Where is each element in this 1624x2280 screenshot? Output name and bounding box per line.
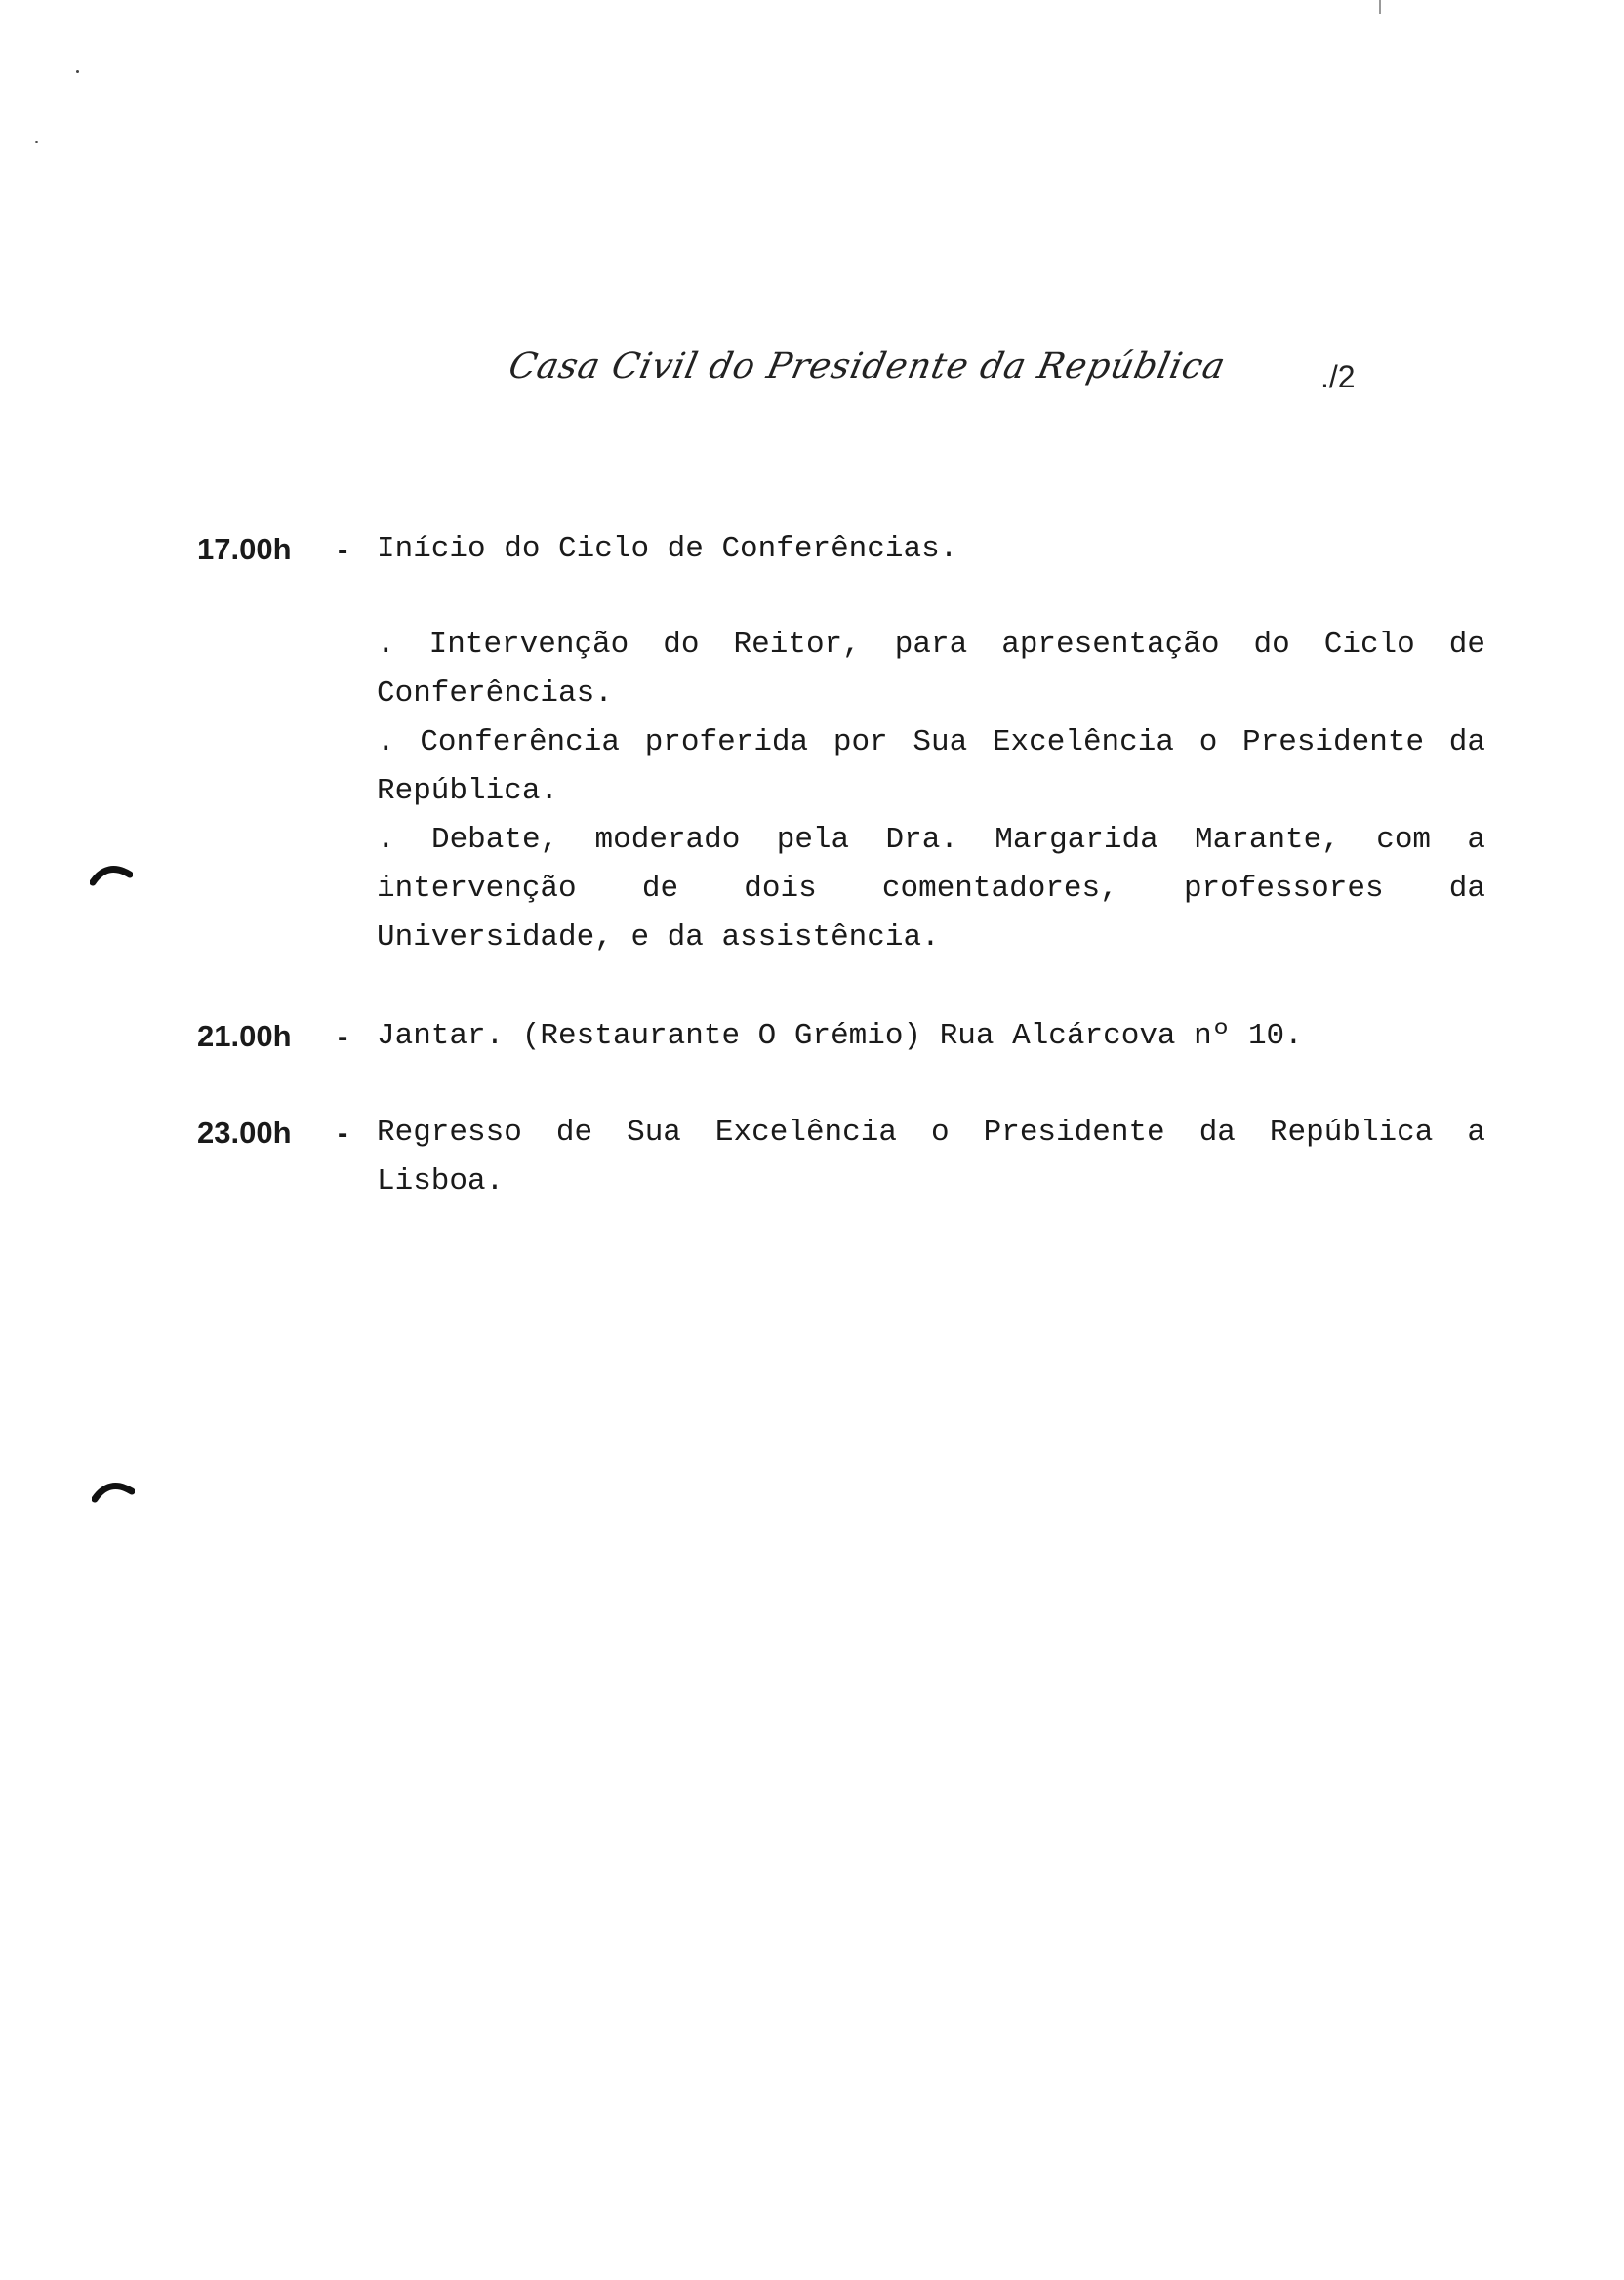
binder-hole-mark (90, 859, 133, 888)
letterhead-title: Casa Civil do Presidente da República (505, 346, 1230, 387)
page-number: ./2 (1320, 359, 1356, 394)
entry-sub-item: . Intervenção do Reitor, para apresentação do Ciclo de Conferências. (377, 628, 1485, 711)
entry-separator: - (338, 532, 348, 566)
scan-speck (76, 70, 79, 73)
entry-time: 23.00h (197, 1116, 292, 1150)
binder-hole-mark (92, 1476, 135, 1505)
entry-time: 17.00h (197, 532, 292, 566)
binder-hole-arc (93, 870, 130, 882)
entry-time: 21.00h (197, 1019, 292, 1053)
entry-separator: - (338, 1019, 348, 1053)
entry-text: Regresso de Sua Excelência o Presidente da República a Lisboa. (377, 1116, 1485, 1199)
entry-sub-item: . Debate, moderado pela Dra. Margarida Marante, com a intervenção de dois comentadores, professores da Universidade, e da assistência. (377, 823, 1485, 955)
binder-hole-arc (95, 1486, 132, 1499)
scan-speck (35, 141, 38, 143)
entry-separator: - (338, 1116, 348, 1150)
entry-text: Jantar. (Restaurante O Grémio) Rua Alcárcova nº 10. (377, 1019, 1303, 1053)
scan-tick-mark (1379, 0, 1381, 14)
entry-sub-item: . Conferência proferida por Sua Excelência o Presidente da República. (377, 725, 1485, 808)
entry-text: Início do Ciclo de Conferências. (377, 532, 958, 566)
